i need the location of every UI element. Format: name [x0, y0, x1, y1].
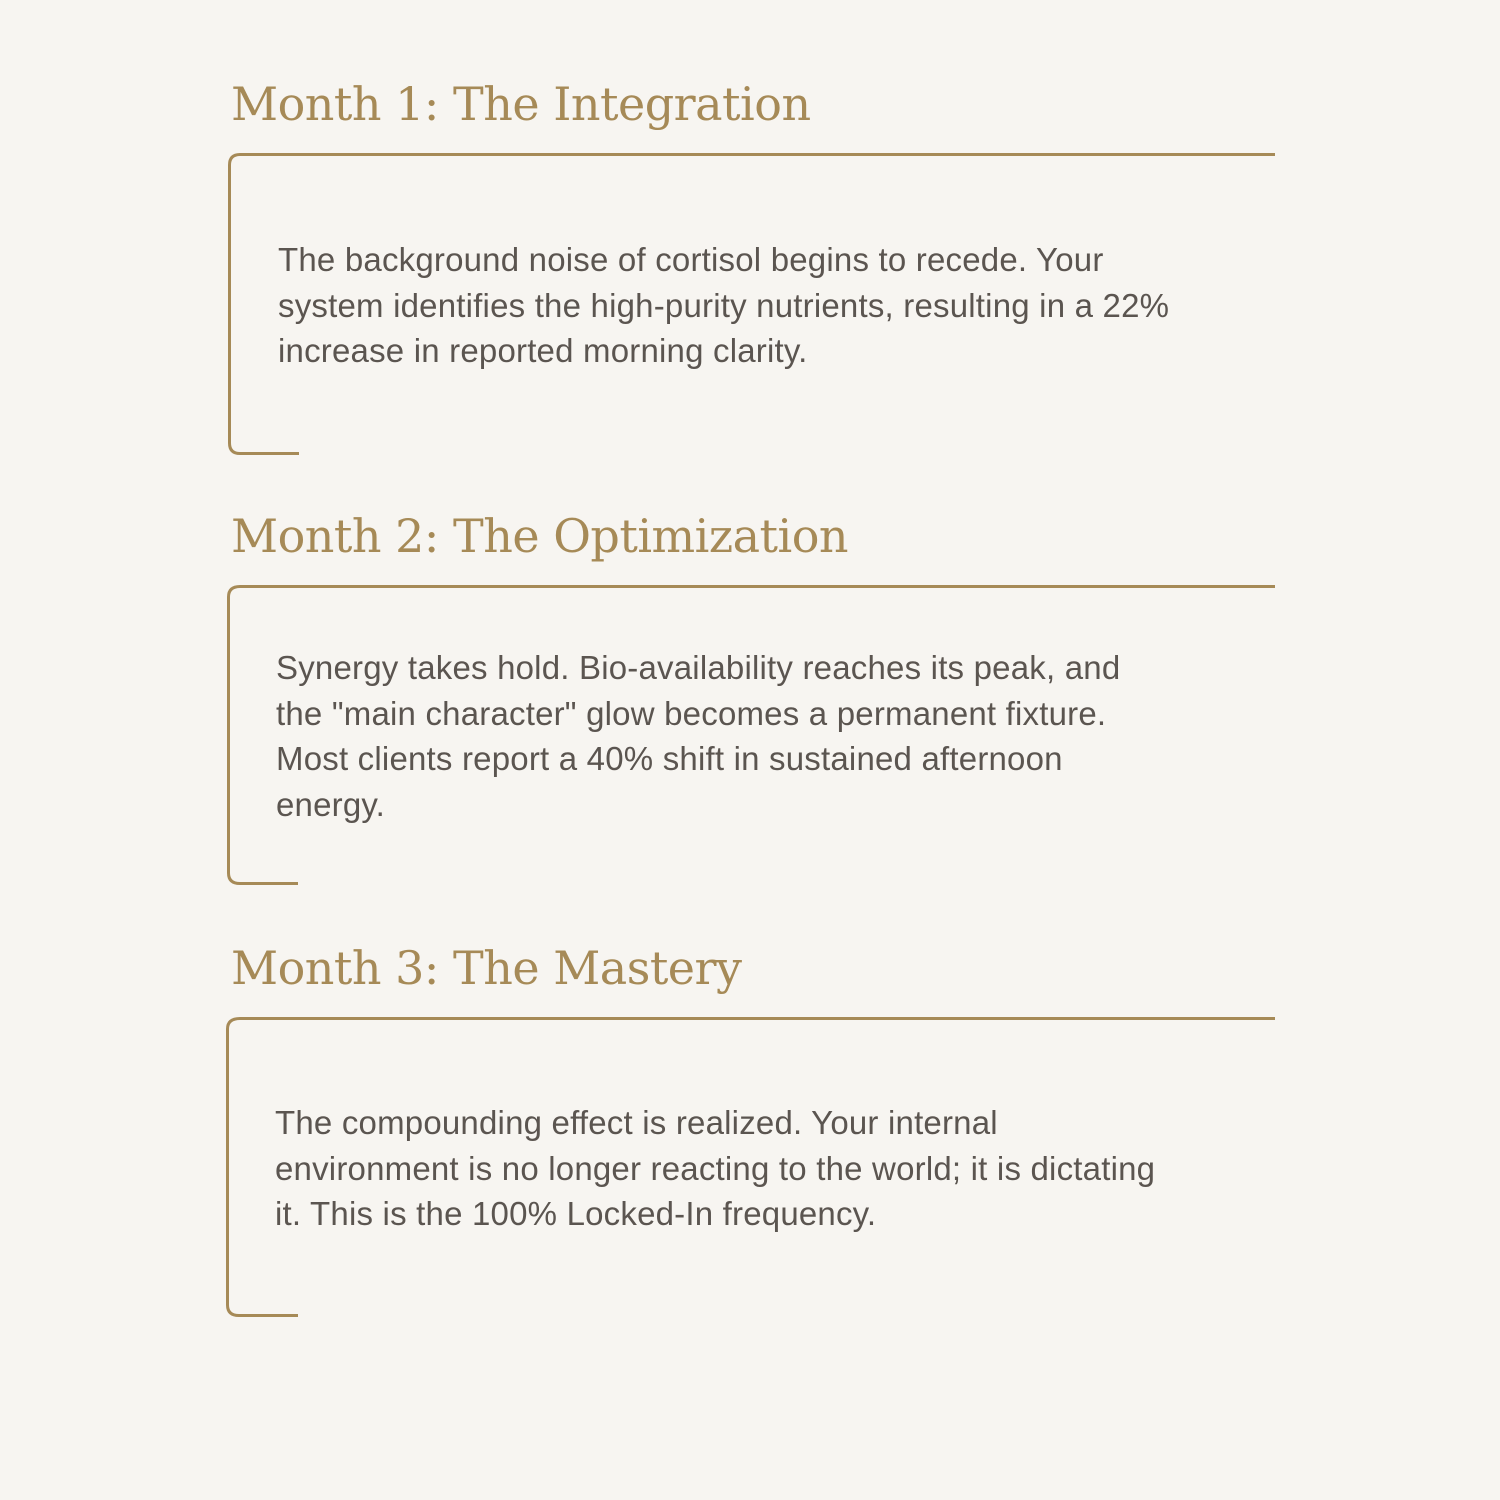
month-1-title: Month 1: The Integration	[231, 77, 811, 131]
month-1-description: The background noise of cortisol begins to recede. Your system identifies the high-purity nutrients, resulting in a 22% increase in reported morning clarity.	[278, 241, 1170, 369]
month-3-description: The compounding effect is realized. Your internal environment is no longer reacting to the world; it is dictating it. This is the 100% Locked-In frequency.	[275, 1104, 1156, 1232]
month-2-frame	[226, 585, 1274, 887]
month-3-frame	[226, 1018, 1274, 1320]
month-2-description: Synergy takes hold. Bio-availability reaches its peak, and the "main character" glow becomes a permanent fixture. Most clients report a 40% shift in sustained afternoon energy.	[276, 649, 1121, 823]
month-1-frame	[226, 153, 1274, 455]
month-2-title: Month 2: The Optimization	[231, 509, 849, 563]
month-3-title: Month 3: The Mastery	[231, 941, 742, 995]
